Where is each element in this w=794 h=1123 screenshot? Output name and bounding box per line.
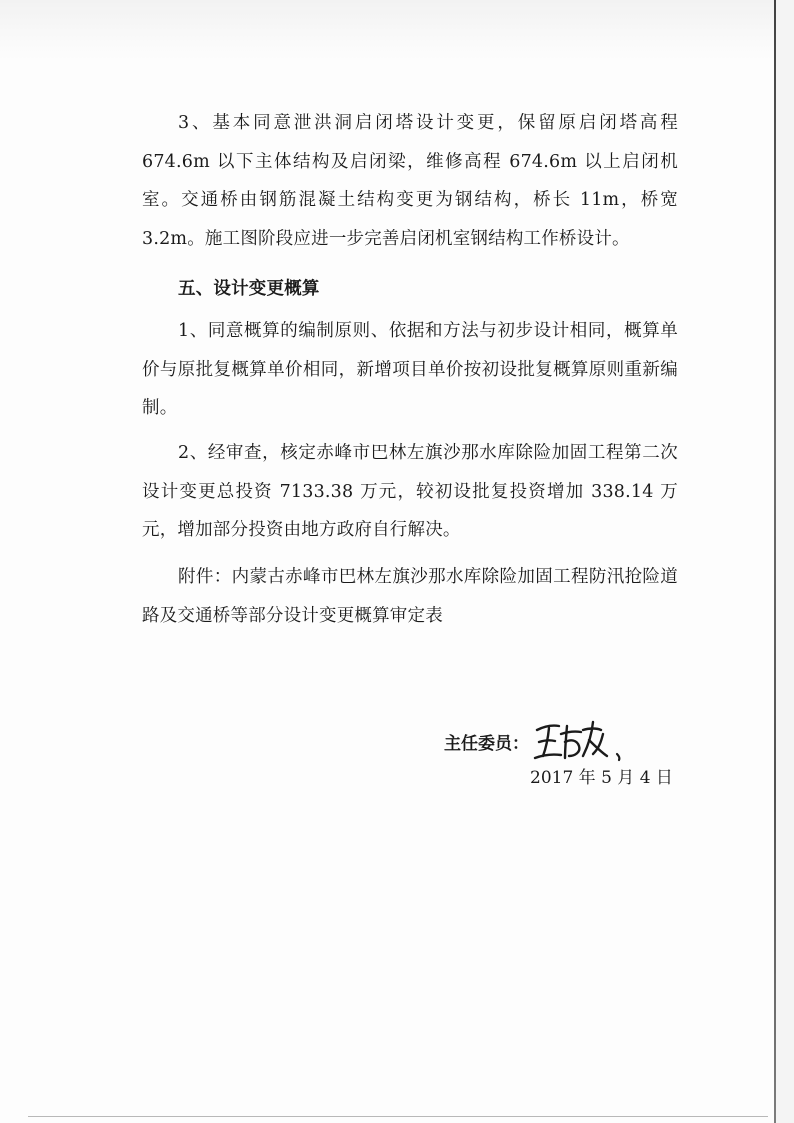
document-date: 2017 年 5 月 4 日 [530,768,673,788]
paragraph-estimate-principles [142,312,678,428]
scan-shading [0,0,776,60]
signature-block [444,712,627,768]
paragraph-gate-tower-change [142,104,678,258]
section-heading: 五、设计变更概算 [178,279,320,299]
paragraph-text: 3、基本同意泄洪洞启闭塔设计变更，保留原启闭塔高程 674.6m 以下主体结构及启闭梁，维修高程 674.6m 以上启闭机室。交通桥由钢筋混凝土结构变更为钢结构，桥长 11m，桥宽 3.2m。施工图阶段应进一步完善启闭机室钢结构工作桥设计。 [142,113,678,249]
scan-edge-line [774,0,776,1123]
scan-bottom-line [28,1116,768,1117]
handwritten-signature-icon [531,712,627,768]
signature-label: 主任委员： [444,734,529,754]
paragraph-text: 1、同意概算的编制原则、依据和方法与初步设计相同，概算单价与原批复概算单价相同，新增项目单价按初设批复概算原则重新编制。 [142,321,678,418]
scan-margin [776,0,794,1123]
paragraph-text: 附件：内蒙古赤峰市巴林左旗沙那水库除险加固工程防汛抢险道路及交通桥等部分设计变更概算审定表 [142,567,678,626]
section-heading-block [142,270,678,309]
paragraph-investment-total [142,434,678,550]
paragraph-attachment [142,558,678,635]
paragraph-text: 2、经审查，核定赤峰市巴林左旗沙那水库除险加固工程第二次设计变更总投资 7133.38 万元，较初设批复投资增加 338.14 万元，增加部分投资由地方政府自行解决。 [142,443,678,540]
